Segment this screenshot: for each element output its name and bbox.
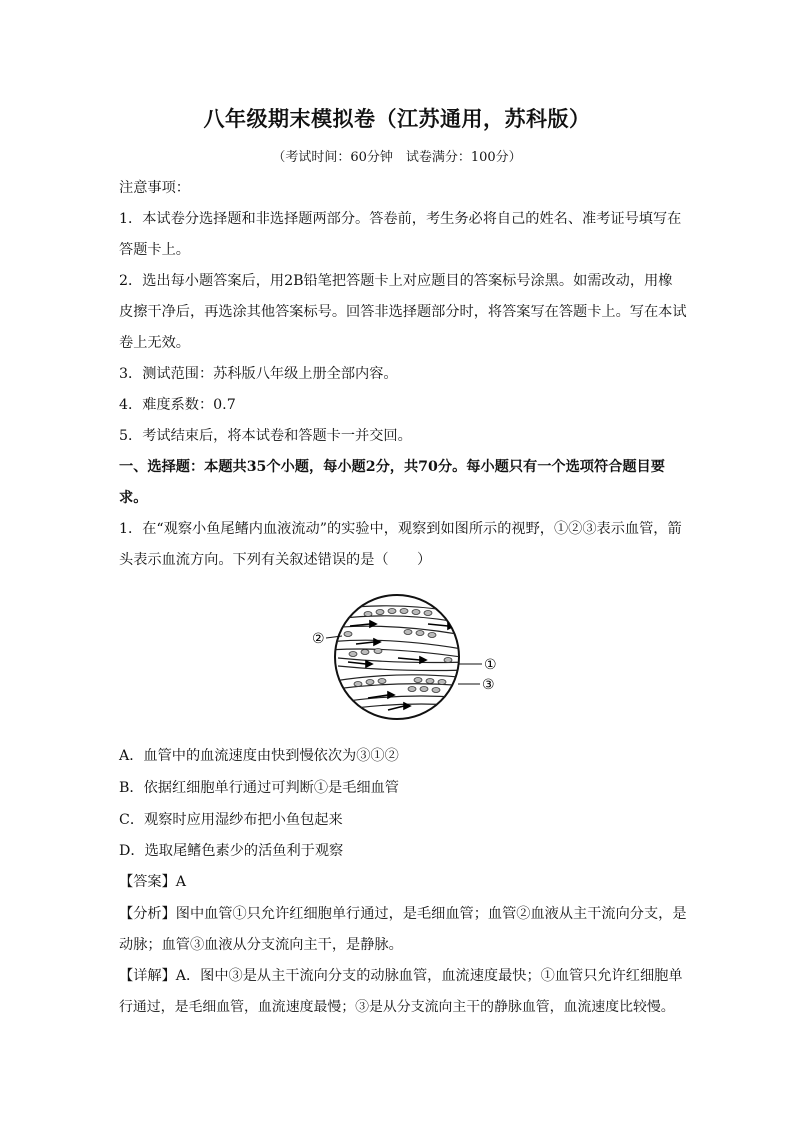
- note-5: 5．考试结束后，将本试卷和答题卡一并交回。: [119, 428, 412, 444]
- detail-line-2: 行通过，是毛细血管，血流速度最慢；③是从分支流向主干的静脉血管，血流速度比较慢。: [119, 999, 675, 1015]
- page-title: 八年级期末模拟卷（江苏通用，苏科版）: [203, 107, 591, 131]
- note-1-line-1: 1．本试卷分选择题和非选择题两部分。答卷前，考生务必将自己的姓名、准考证号填写在: [119, 211, 682, 227]
- fish-fin-blood-flow-figure: [308, 592, 508, 727]
- option-b: B．依据红细胞单行通过可判断①是毛细血管: [119, 780, 399, 796]
- detail-line-1: 【详解】A．图中③是从主干流向分支的动脉血管，血流速度最快；①血管只允许红细胞单: [119, 968, 683, 984]
- notes-heading: 注意事项：: [119, 180, 190, 196]
- analysis-line-1: 【分析】图中血管①只允许红细胞单行通过，是毛细血管；血管②血液从主干流向分支，是: [119, 906, 687, 922]
- label-vessel-2: ②: [312, 631, 325, 647]
- note-1-line-2: 答题卡上。: [119, 242, 190, 258]
- section-heading-line-1: 一、选择题：本题共35个小题，每小题2分，共70分。每小题只有一个选项符合题目要: [119, 459, 665, 475]
- section-heading-line-2: 求。: [119, 490, 148, 506]
- answer-line: 【答案】A: [119, 874, 186, 890]
- analysis-line-2: 动脉；血管③血液从分支流向主干，是静脉。: [119, 937, 403, 953]
- page-subtitle: （考试时间：60分钟 试卷满分：100分）: [272, 150, 522, 165]
- option-d: D．选取尾鳍色素少的活鱼利于观察: [119, 843, 344, 859]
- note-2-line-1: 2．选出每小题答案后，用2B铅笔把答题卡上对应题目的答案标号涂黑。如需改动，用橡: [119, 273, 673, 289]
- blood-vessel-diagram: [308, 592, 508, 727]
- note-3: 3．测试范围：苏科版八年级上册全部内容。: [119, 366, 398, 382]
- question-1-line-1: 1．在“观察小鱼尾鳍内血液流动”的实验中，观察到如图所示的视野，①②③表示血管，箭: [119, 521, 682, 537]
- note-4: 4．难度系数：0.7: [119, 397, 236, 413]
- question-1-line-2: 头表示血流方向。下列有关叙述错误的是（ ）: [119, 552, 432, 568]
- note-2-line-3: 卷上无效。: [119, 335, 190, 351]
- label-vessel-3: ③: [482, 677, 495, 693]
- label-vessel-1: ①: [484, 657, 497, 673]
- option-c: C．观察时应用湿纱布把小鱼包起来: [119, 812, 343, 828]
- option-a: A．血管中的血流速度由快到慢依次为③①②: [119, 748, 399, 764]
- note-2-line-2: 皮擦干净后，再选涂其他答案标号。回答非选择题部分时，将答案写在答题卡上。写在本试: [119, 304, 687, 320]
